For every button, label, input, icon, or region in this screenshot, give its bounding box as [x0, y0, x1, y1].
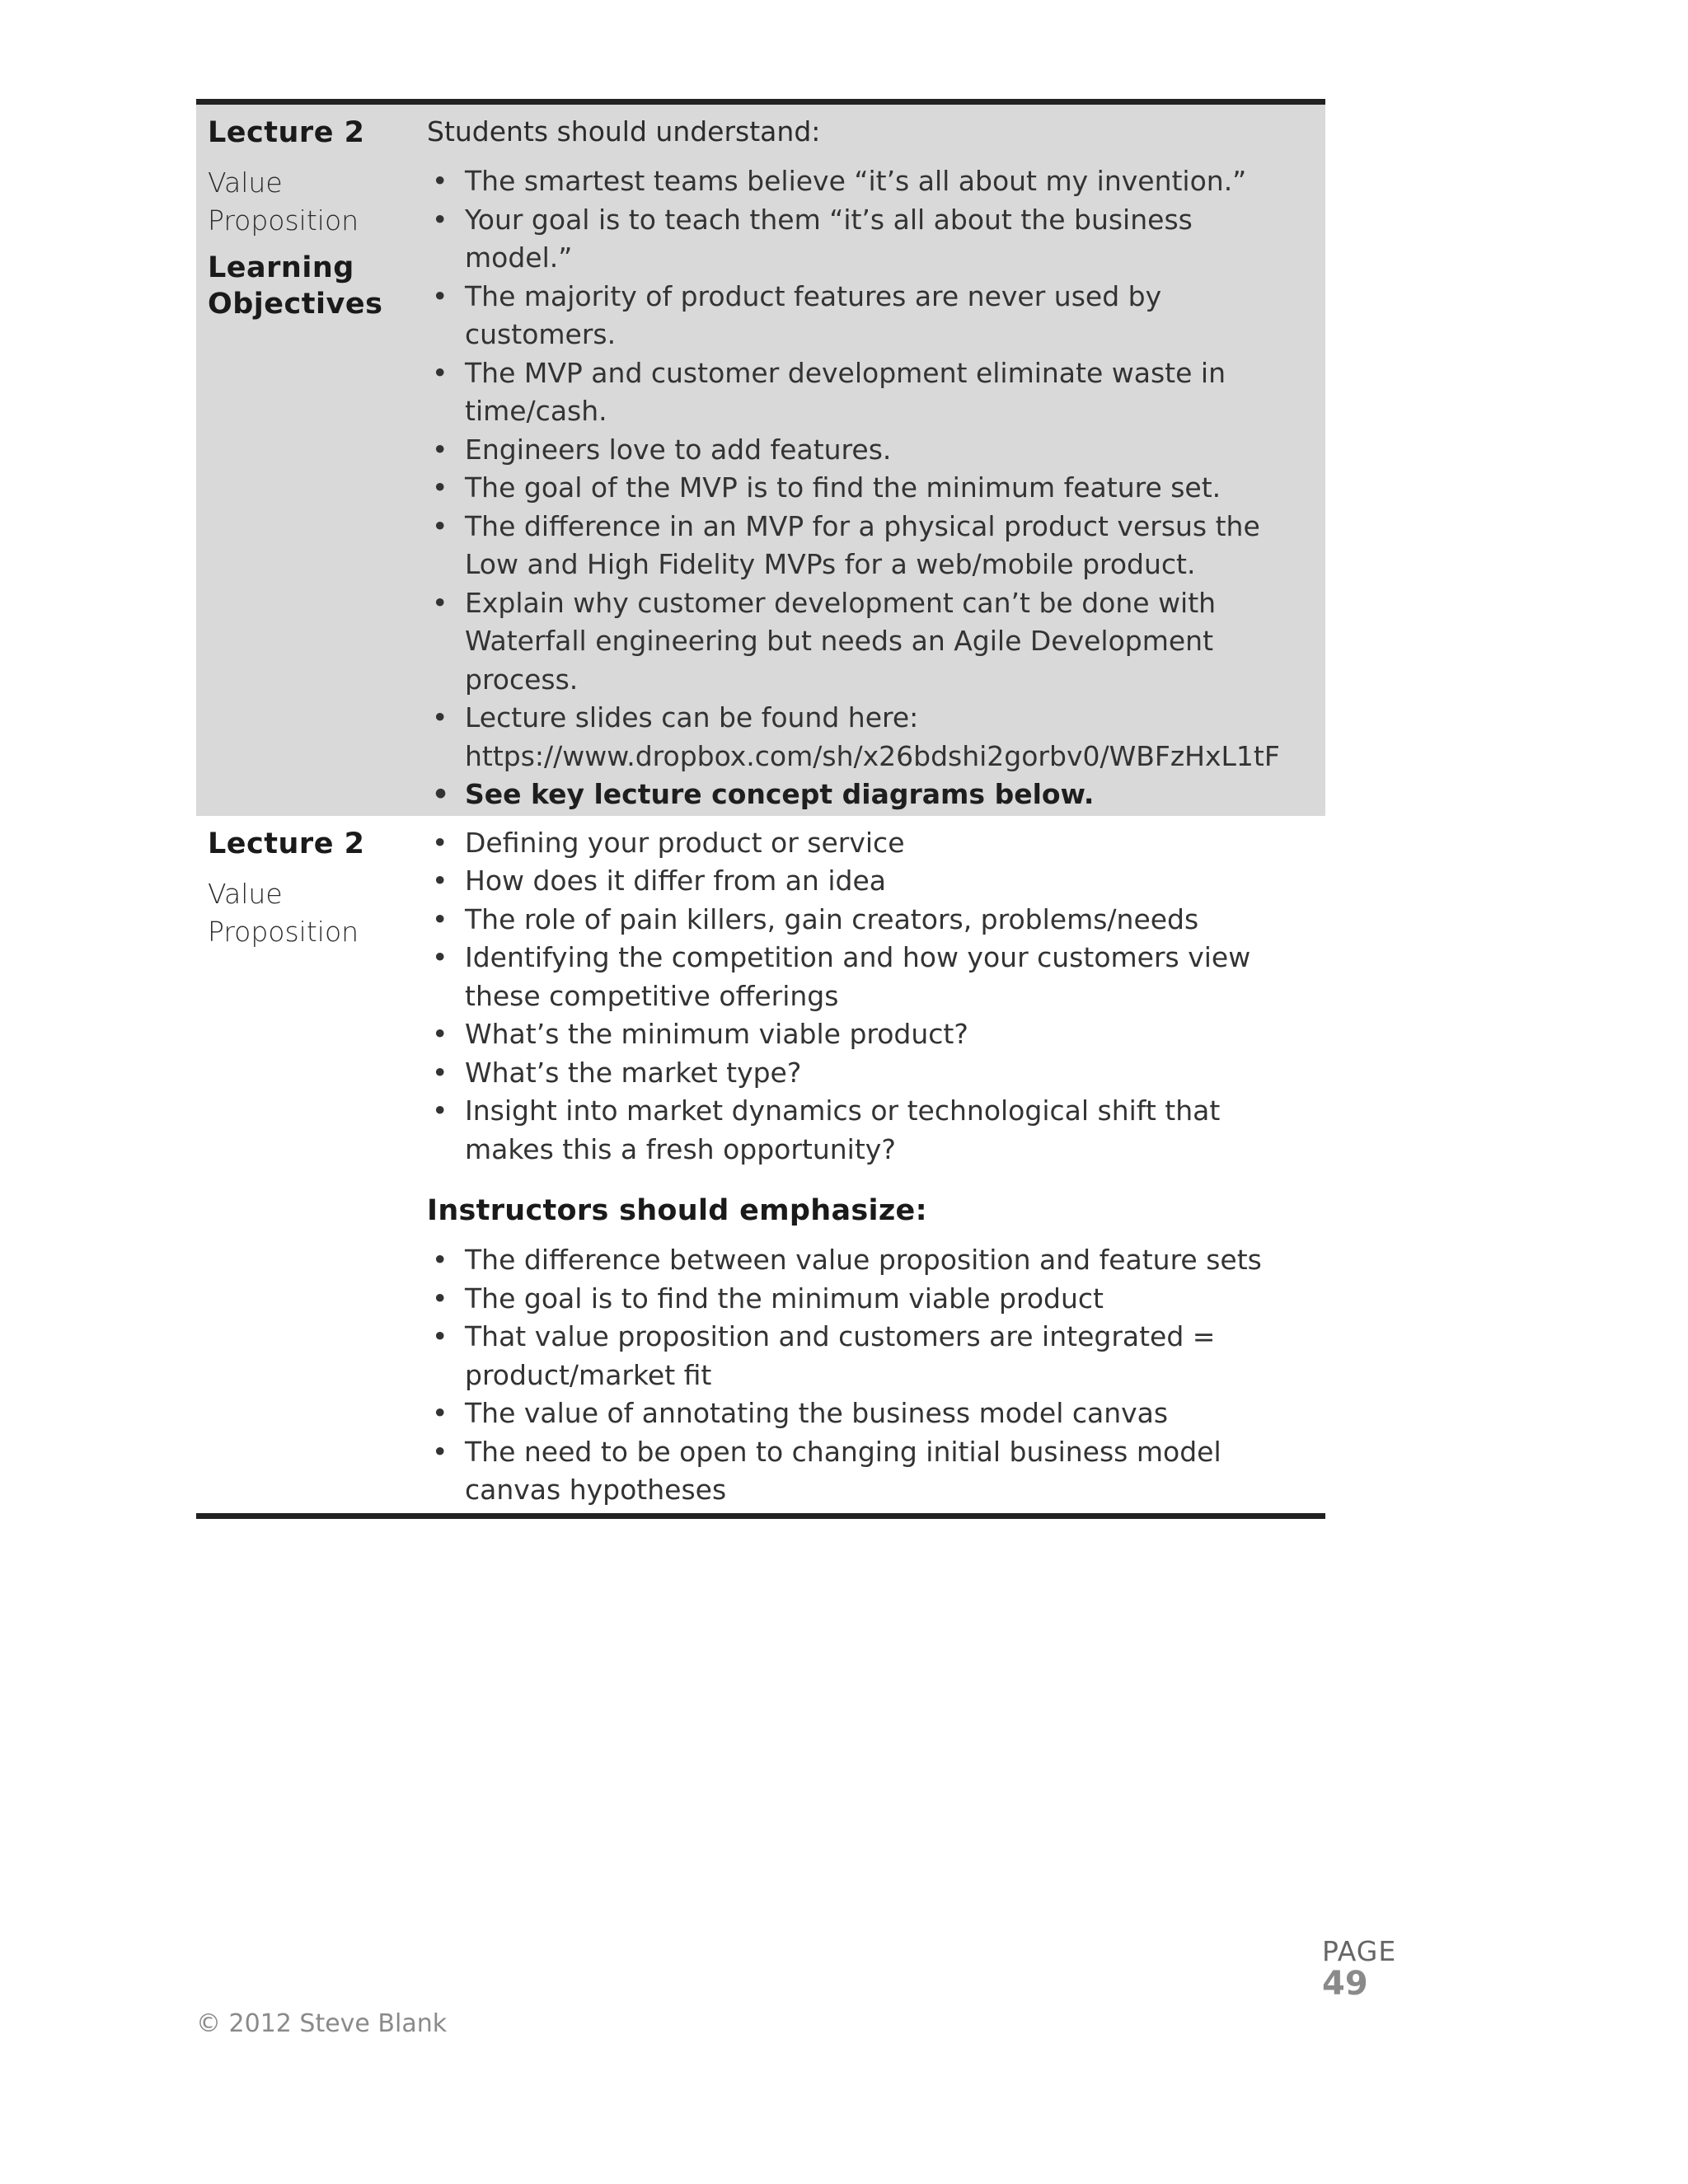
list-item: • That value proposition and customers are integrated = product/market fit [427, 1318, 1287, 1394]
page-label: PAGE [1322, 1935, 1397, 1967]
list-item: • Insight into market dynamics or technological shift that makes this a fresh opportunity? [427, 1092, 1287, 1169]
row-content-cell [427, 816, 1325, 1513]
list-item: • What’s the minimum viable product? [427, 1015, 1287, 1054]
list-item: • Explain why customer development can’t be done with Waterfall engineering but needs an Agile Development process. [427, 584, 1287, 700]
topic-label-line2: Proposition [208, 204, 359, 237]
list-item: • Defining your product or service [427, 824, 1287, 863]
list-item: • The smartest teams believe “it’s all about my invention.” [427, 162, 1287, 201]
list-item: • The difference between value proposition and feature sets [427, 1241, 1287, 1280]
page-number: 49 [1322, 1965, 1368, 2003]
emphasis-list [427, 1241, 1287, 1510]
row-content-cell [427, 105, 1325, 816]
table-row-learning-objectives [196, 105, 1325, 816]
list-item: • See key lecture concept diagrams below. [427, 776, 1287, 814]
topic-label-line2: Proposition [208, 915, 359, 948]
list-item: • What’s the market type? [427, 1054, 1287, 1093]
list-item: • The difference in an MVP for a physical product versus the Low and High Fidelity MVPs for a web/mobile product. [427, 508, 1287, 584]
section-heading-line1: Learning [208, 251, 354, 284]
section-heading-line2: Objectives [208, 288, 383, 321]
list-item: • The majority of product features are never used by customers. [427, 278, 1287, 354]
table-bottom-rule [196, 1513, 1325, 1519]
list-item: • The goal is to find the minimum viable product [427, 1280, 1287, 1319]
list-item: • Engineers love to add features. [427, 431, 1287, 470]
list-item: • The value of annotating the business model canvas [427, 1394, 1287, 1433]
list-item: • The MVP and customer development eliminate waste in time/cash. [427, 354, 1287, 431]
list-item: • The role of pain killers, gain creators, problems/needs [427, 901, 1287, 940]
topic-label-line1: Value [208, 877, 283, 910]
copyright-notice: © 2012 Steve Blank [196, 2009, 448, 2038]
objectives-list [427, 162, 1287, 814]
table-top-rule [196, 99, 1325, 105]
list-item: • Your goal is to teach them “it’s all about the business model.” [427, 201, 1287, 278]
lecture-label: Lecture 2 [208, 116, 365, 149]
emphasis-heading: Instructors should emphasize: [427, 1194, 927, 1227]
table-row-value-proposition [196, 816, 1325, 1513]
list-item: • The goal of the MVP is to find the minimum feature set. [427, 469, 1287, 508]
list-item: • Identifying the competition and how your customers view these competitive offerings [427, 939, 1287, 1015]
list-item: • How does it differ from an idea [427, 862, 1287, 901]
topics-list [427, 824, 1287, 1169]
list-item: • Lecture slides can be found here: https://www.dropbox.com/sh/x26bdshi2gorbv0/WBFzHxL1tF [427, 699, 1287, 776]
row-label-cell [196, 816, 427, 1513]
lecture-label: Lecture 2 [208, 827, 365, 860]
list-item: • The need to be open to changing initial business model canvas hypotheses [427, 1433, 1287, 1510]
intro-text: Students should understand: [427, 115, 821, 148]
topic-label-line1: Value [208, 166, 283, 199]
row-label-cell [196, 105, 427, 816]
lecture-table [196, 99, 1325, 1519]
